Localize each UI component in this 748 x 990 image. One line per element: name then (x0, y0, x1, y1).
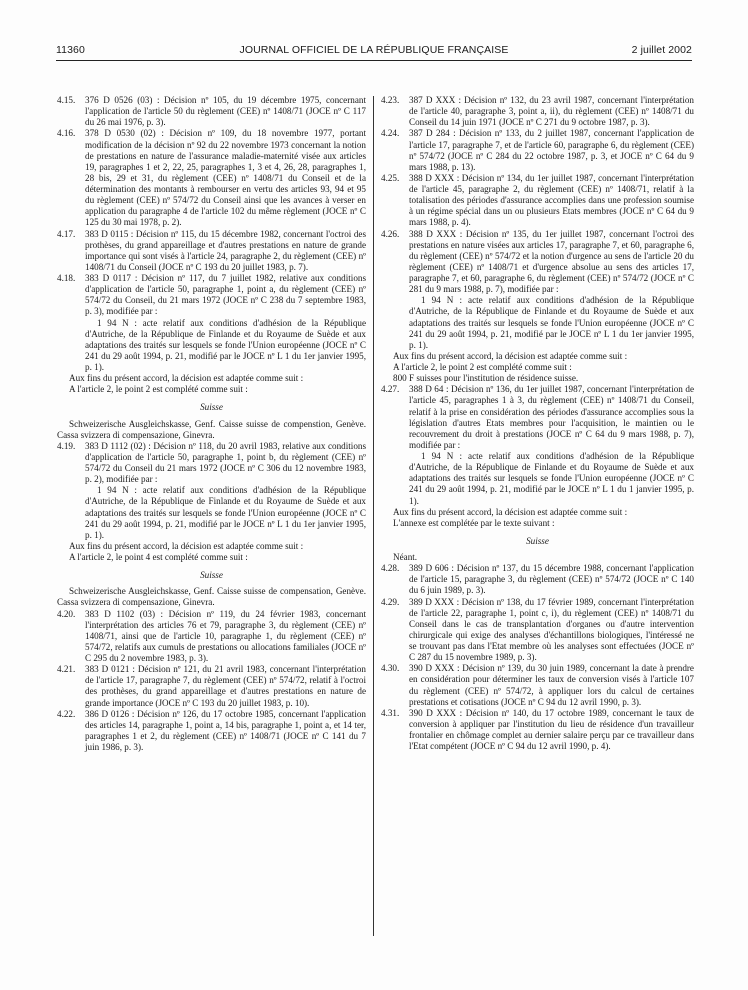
entry-4-31: 4.31. 390 D XXX : Décision nº 140, du 17 octobre 1989, concernant le taux de conversion à appliquer par l'institution du lieu de résidence d'un travailleur frontalier en chômage complet au dernier salaire perçu par ce travailleur dans l'Etat compétent (JOCE nº C 94 du 12 avril 1990, p. 4). (381, 707, 694, 752)
entry-4-23: 4.23. 387 D XXX : Décision nº 132, du 23 avril 1987, concernant l'interprétation de l'article 40, paragraphe 3, point a, ii), du règlement (CEE) nº 1408/71 du Conseil du 14 juin 1971 (JOCE nº C 271 du 9 octobre 1987, p. 3). (381, 95, 694, 128)
country-heading: Suisse (200, 402, 223, 413)
institution-text: Schweizerische Ausgleichskasse, Genf. Caisse suisse de compensation, Genève. Cassa svizzera di compensazione, Ginevra. (57, 586, 366, 608)
adaptation-intro: Aux fins du présent accord, la décision est adaptée comme suit : (69, 373, 304, 384)
right-column (381, 95, 694, 752)
page-number: 11360 (56, 44, 85, 56)
article-amendment: A l'article 2, le point 4 est complété comme suit : (69, 552, 248, 562)
entry-4-27: 4.27. 388 D 64 : Décision nº 136, du 1er juillet 1987, concernant l'interprétation de l'article 45, paragraphes 1 à 3, du règlement (CEE) nº 1408/71 du Conseil, relatif à la prise en considération des périodes d'assurance accomplies sous la législation d'autres Etats membres pour l'acquisition, le maintien ou le recouvrement du droit à prestations (JOCE nº C 64 du 9 mars 1988, p. 7), modifiée par : (381, 384, 694, 450)
left-column (57, 95, 366, 753)
adaptation-intro: Aux fins du présent accord, la décision est adaptée comme suit : (69, 540, 304, 551)
adaptation-intro: Aux fins du présent accord, la décision est adaptée comme suit : (393, 350, 628, 361)
entry-4-29: 4.29. 389 D XXX : Décision nº 138, du 17 février 1989, concernant l'interprétation de l'article 22, paragraphe 1, point c, i), du règlement (CEE) nº 1408/71 du Conseil dans le cas de transplantation d'organes ou d'autre intervention chirurgicale qui exige des analyses d'échantillons biologiques, l'intéressé ne se trouvant pas dans l'Etat membre où les analyses sont effectuées (JOCE nº C 287 du 15 novembre 1989, p. 3). (381, 596, 694, 663)
amount-text: 800 F suisses pour l'institution de résidence suisse. (393, 373, 579, 384)
entry-4-19: 4.19. 383 D 1112 (02) : Décision nº 118, du 20 avril 1983, relative aux conditions d'application de l'article 50, paragraphe 1, point b, du règlement (CEE) nº 574/72 du Conseil du 21 mars 1972 (JOCE nº C 306 du 12 novembre 1983, p. 2), modifiée par : (57, 440, 366, 485)
entry-4-28: 4.28. 389 D 606 : Décision nº 137, du 15 décembre 1988, concernant l'application de l'article 15, paragraphe 3, du règlement (CEE) nº 574/72 (JOCE nº C 140 du 6 juin 1989, p. 3). (381, 563, 694, 596)
entry-4-30: 4.30. 390 D XXX : Décision nº 139, du 30 juin 1989, concernant la date à prendre en considération pour déterminer les taux de conversion visés à l'article 107 du règlement (CEE) nº 574/72, à appliquer lors du calcul de certaines prestations et cotisations (JOCE nº C 94 du 12 avril 1990, p. 3). (381, 663, 694, 707)
amendment-note: 1 94 N : acte relatif aux conditions d'adhésion de la République d'Autriche, de la République de Finlande et du Royaume de Suède et aux adaptations des traités sur lesquels se fonde l'Union européenne (JOCE nº C 241 du 29 août 1994, p. 21, modifié par le JOCE nº L 1 du 1er janvier 1995, p. 1). (85, 485, 366, 540)
entry-4-24: 4.24. 387 D 284 : Décision nº 133, du 2 juillet 1987, concernant l'application de l'article 17, paragraphe 7, et de l'article 60, paragraphe 6, du règlement (CEE) nº 574/72 (JOCE nº C 284 du 22 octobre 1987, p. 3, et JOCE nº C 64 du 9 mars 1988, p. 13). (381, 128, 694, 172)
entry-4-15: 4.15. 376 D 0526 (03) : Décision nº 105, du 19 décembre 1975, concernant l'application de l'article 50 du règlement (CEE) nº 1408/71 (JOCE nº C 117 du 26 mai 1976, p. 3). (57, 95, 366, 128)
institution-text: Schweizerische Ausgleichskasse, Genf. Caisse suisse de compenstion, Genève. Cassa svizzera di compensazione, Ginevra. (57, 418, 366, 440)
column-divider (373, 96, 374, 936)
entry-4-20: 4.20. 383 D 1102 (03) : Décision nº 119, du 24 février 1983, concernant l'interprétation des articles 76 et 79, paragraphe 3, du règlement (CEE) nº 1408/71, ainsi que de l'article 10, paragraphe 1, du règlement (CEE) nº 574/72, relatifs aux cumuls de prestations ou allocations familiales (JOCE nº C 295 du 2 novembre 1983, p. 3). (57, 608, 366, 663)
entry-4-25: 4.25. 388 D XXX : Décision nº 134, du 1er juillet 1987, concernant l'interprétation de l'article 45, paragraphe 2, du règlement (CEE) nº 1408/71, relatif à la totalisation des périodes d'assurance accomplies dans une profession soumise à un régime spécial dans un ou plusieurs Etats membres (JOCE nº C 64 du 9 mars 1988, p. 4). (381, 172, 694, 228)
entry-4-21: 4.21. 383 D 0121 : Décision nº 121, du 21 avril 1983, concernant l'interprétation de l'article 17, paragraphe 7, du règlement (CEE) nº 574/72, relatif à l'octroi des prothèses, du grand appareillage et d'autres prestations en nature de grande importance (JOCE nº C 193 du 20 juillet 1983, p. 10). (57, 664, 366, 708)
article-amendment: A l'article 2, le point 2 est complété comme suit : (69, 384, 248, 395)
country-heading: Suisse (200, 570, 223, 581)
annex-intro: L'annexe est complétée par le texte suivant : (393, 517, 555, 528)
entry-4-16: 4.16. 378 D 0530 (02) : Décision nº 109, du 18 novembre 1977, portant modification de la décision nº 92 du 22 novembre 1973 concernant la notion de prestations en nature de l'assurance maladie-maternité visée aux articles 19, paragraphes 1 et 2, 22, 25, paragraphes 1, 3 et 4, 26, 28, paragraphes 1, 28 bis, 29 et 31, du règlement (CEE) nº 1408/71 du Conseil et de la détermination des montants à rembourser en vertu des articles 93, 94 et 95 du règlement (CEE) nº 574/72 du Conseil ainsi que les avances à verser en application du paragraphe 4 de l'article 102 du même règlement (JOCE nº C 125 du 30 mai 1978, p. 2). (57, 128, 366, 228)
country-heading: Suisse (526, 535, 549, 546)
journal-title: JOURNAL OFFICIEL DE LA RÉPUBLIQUE FRANÇAISE (239, 44, 509, 56)
entry-4-22: 4.22. 386 D 0126 : Décision nº 126, du 17 octobre 1985, concernant l'application des articles 14, paragraphe 1, point a, 14 bis, paragraphe 1, point a, et 14 ter, paragraphes 1 et 2, du règlement (CEE) nº 1408/71 (JOCE nº C 141 du 7 juin 1986, p. 3). (57, 708, 366, 752)
issue-date: 2 juillet 2002 (631, 44, 692, 56)
page-header (56, 44, 692, 60)
entry-4-18: 4.18. 383 D 0117 : Décision nº 117, du 7 juillet 1982, relative aux conditions d'application de l'article 50, paragraphe 1, point a, du règlement (CEE) nº 574/72 du Conseil, du 21 mars 1972 (JOCE nº C 238 du 7 septembre 1983, p. 3), modifiée par : (57, 273, 366, 317)
amendment-note: 1 94 N : acte relatif aux conditions d'adhésion de la République d'Autriche, de la République de Finlande et du Royaume de Suède et aux adaptations des traités sur lesquels se fonde l'Union européenne (JOCE nº C 241 du 29 août 1994, p. 21, modifié par le JOCE nº L 1 du 1er janvier 1995, p. 1). (409, 295, 694, 350)
amendment-note: 1 94 N : acte relatif aux conditions d'adhésion de la République d'Autriche, de la République de Finlande et du Royaume de Suède et aux adaptations des traités sur lesquels se fonde l'Union européenne (JOCE nº C 241 du 29 août 1994, p. 21, modifié par le JOCE nº L 1 du 1 janvier 1995, p. 1). (409, 451, 694, 506)
neant-text: Néant. (393, 552, 418, 562)
amendment-note: 1 94 N : acte relatif aux conditions d'adhésion de la République d'Autriche, de la République de Finlande et du Royaume de Suède et aux adaptations des traités sur lesquels se fonde l'Union européenne (JOCE nº C 241 du 29 août 1994, p. 21, modifié par le JOCE nº L 1 du 1er janvier 1995, p. 1). (85, 317, 366, 372)
entry-4-17: 4.17. 383 D 0115 : Décision nº 115, du 15 décembre 1982, concernant l'octroi des prothèses, du grand appareillage et d'autres prestations en nature de grande importance qui sont visés à l'article 24, paragraphe 2, du règlement (CEE) nº 1408/71 du Conseil (JOCE nº C 193 du 20 juillet 1983, p. 7). (57, 228, 366, 272)
entry-4-26: 4.26. 388 D XXX : Décision nº 135, du 1er juillet 1987, concernant l'octroi des prestations en nature visées aux articles 17, paragraphe 7, et 60, paragraphe 6, du règlement (CEE) nº 574/72 et la notion d'urgence au sens de l'article 20 du règlement (CEE) nº 1408/71 et d'urgence absolue au sens des articles 17, paragraphe 7, et 60, paragraphe 6, du règlement (CEE) nº 574/72 (JOCE nº C 281 du 9 mars 1988, p. 7), modifiée par : (381, 228, 694, 295)
article-amendment: A l'article 2, le point 2 est complété comme suit : (393, 362, 572, 372)
header-rule (56, 60, 692, 61)
adaptation-intro: Aux fins du présent accord, la décision est adaptée comme suit : (393, 506, 628, 517)
